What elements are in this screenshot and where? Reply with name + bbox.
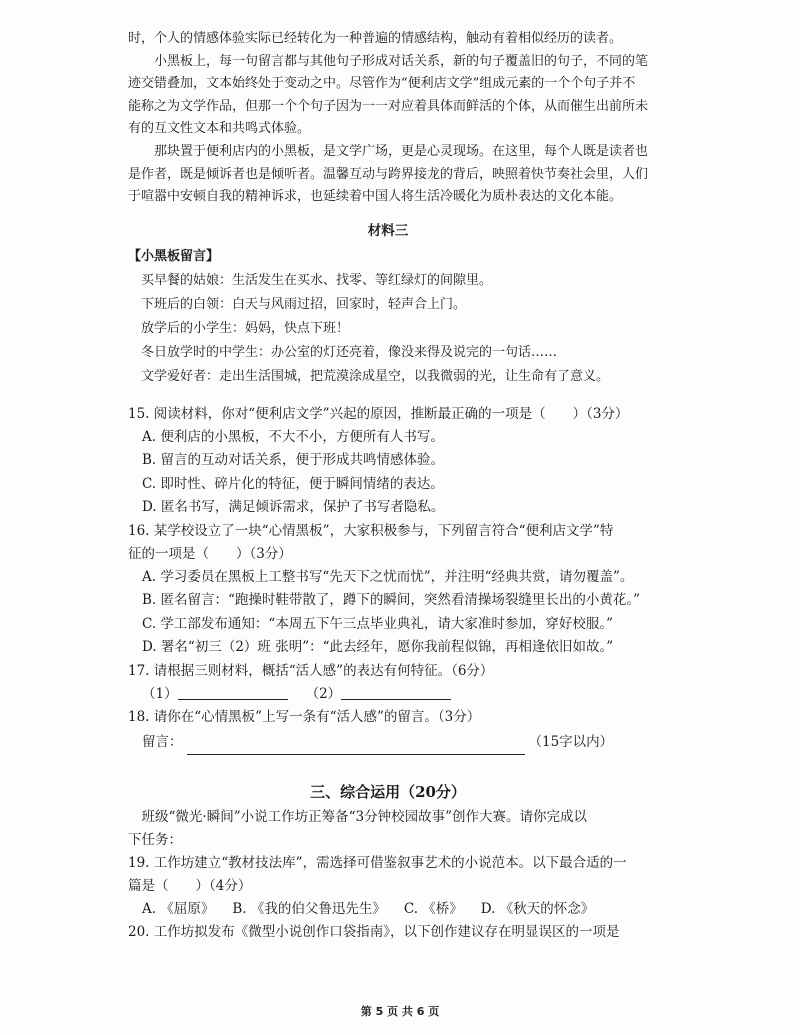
question-16-stem-cont: 征的一项是（ ）（3分） [128, 545, 292, 562]
blank-2-label: （2） [305, 685, 342, 702]
question-19-option[interactable]: B. 《我的伯父鲁迅先生》 [232, 900, 386, 917]
board-message: 下班后的白领：白天与风雨过招，回家时，轻声合上门。 [141, 296, 467, 312]
question-19-option[interactable]: D. 《秋天的怀念》 [480, 900, 595, 917]
page-content [128, 28, 648, 944]
question-19-stem-cont: 篇是（ ）（4分） [128, 877, 252, 894]
board-message: 文学爱好者：走出生活围城，把荒漠涂成星空，以我微弱的光，让生命有了意义。 [141, 368, 610, 384]
question-19-option[interactable]: A. 《屈原》 [142, 900, 215, 917]
question-15-option[interactable]: D. 匿名书写，满足倾诉需求，保护了书写者隐私。 [142, 499, 445, 516]
question-18-stem: 18. 请你在“心情黑板”上写一条有“活人感”的留言。（3分） [128, 708, 481, 725]
answer-label: 留言： [142, 733, 183, 750]
question-16-option[interactable]: B. 匿名留言：“跑操时鞋带散了，蹲下的瞬间，突然看清操场裂缝里长出的小黄花。” [142, 592, 641, 609]
question-19-stem: 19. 工作坊建立“教材技法库”，需选择可借鉴叙事艺术的小说范本。以下最合适的一 [128, 854, 627, 871]
section-three-intro: 班级“微光·瞬间”小说工作坊正筹备“3分钟校园故事”创作大赛。请你完成以 [141, 808, 587, 825]
question-16-option[interactable]: D. 署名“初三（2）班 张明”：“此去经年，愿你我前程似锦，再相逢依旧如故。” [142, 639, 614, 656]
material-two-paragraph: 那块置于便利店内的小黑板，是文学广场，更是心灵现场。在这里，每个人既是读者也是作者，既是倾诉者也是倾听者。温馨互动与跨界接龙的背后，映照着快节奏社会里，人们于喧嚣中安顿自我的精神诉求，也延续着中国人将生活冷暖化为质朴表达的文化本能。 [128, 143, 649, 205]
board-message: 买早餐的姑娘：生活发生在买水、找零、等红绿灯的间隙里。 [141, 272, 493, 288]
question-19-option[interactable]: C. 《桥》 [403, 900, 463, 917]
board-title: 【小黑板留言】 [128, 248, 220, 264]
question-17-blanks [128, 683, 648, 706]
question-15-option[interactable]: C. 即时性、碎片化的特征，便于瞬间情绪的表达。 [142, 475, 444, 492]
board-message: 放学后的小学生：妈妈，快点下班！ [141, 320, 350, 336]
question-15-stem: 15. 阅读材料，你对“便利店文学”兴起的原因，推断最正确的一项是（ ）（3分） [128, 405, 629, 422]
material-two-line: 时，个人的情感体验实际已经转化为一种普遍的情感结构，触动有着相似经历的读者。 [128, 31, 623, 46]
question-17-stem: 17. 请根据三则材料，概括“活人感”的表达有何特征。（6分） [128, 662, 494, 679]
question-18-answer [128, 729, 648, 755]
section-three-intro-cont: 下任务： [128, 831, 182, 848]
material-two-paragraph: 小黑板上，每一句留言都与其他句子形成对话关系，新的句子覆盖旧的句子，不同的笔迹交错叠加，文本始终处于变动之中。尽管作为“便利店文学”组成元素的一个个句子并不能称之为文学作品，但那一个个句子因为一一对应着具体而鲜活的个体，从而催生出前所未有的互文性文本和共鸣式体验。 [128, 53, 649, 137]
question-16-option[interactable]: C. 学工部发布通知：“本周五下午三点毕业典礼，请大家准时参加，穿好校服。” [142, 615, 613, 632]
question-19-options [128, 898, 648, 921]
page-footer: 第 5 页 共 6 页 [360, 1005, 440, 1018]
section-three-title: 三、综合运用（20分） [310, 782, 466, 801]
question-15-option[interactable]: A. 便利店的小黑板，不大不小，方便所有人书写。 [142, 428, 444, 445]
question-15-option[interactable]: B. 留言的互动对话关系，便于形成共鸣情感体验。 [142, 452, 445, 469]
answer-line[interactable] [187, 738, 525, 755]
question-16-option[interactable]: A. 学习委员在黑板上工整书写“先天下之忧而忧”，并注明“经典共赏，请勿覆盖”。 [142, 568, 634, 585]
blank-1-line[interactable] [178, 683, 288, 700]
answer-limit: （15字以内） [528, 733, 614, 750]
board-message: 冬日放学时的中学生：办公室的灯还亮着，像没来得及说完的一句话…… [141, 344, 558, 360]
question-20-stem: 20. 工作坊拟发布《微型小说创作口袋指南》，以下创作建议存在明显误区的一项是 [128, 923, 620, 940]
blank-1-label: （1） [142, 685, 178, 702]
blank-2-line[interactable] [341, 683, 451, 700]
question-16-stem: 16. 某学校设立了一块“心情黑板”，大家积极参与，下列留言符合“便利店文学”特 [128, 522, 614, 539]
material-three-title: 材料三 [367, 222, 409, 239]
